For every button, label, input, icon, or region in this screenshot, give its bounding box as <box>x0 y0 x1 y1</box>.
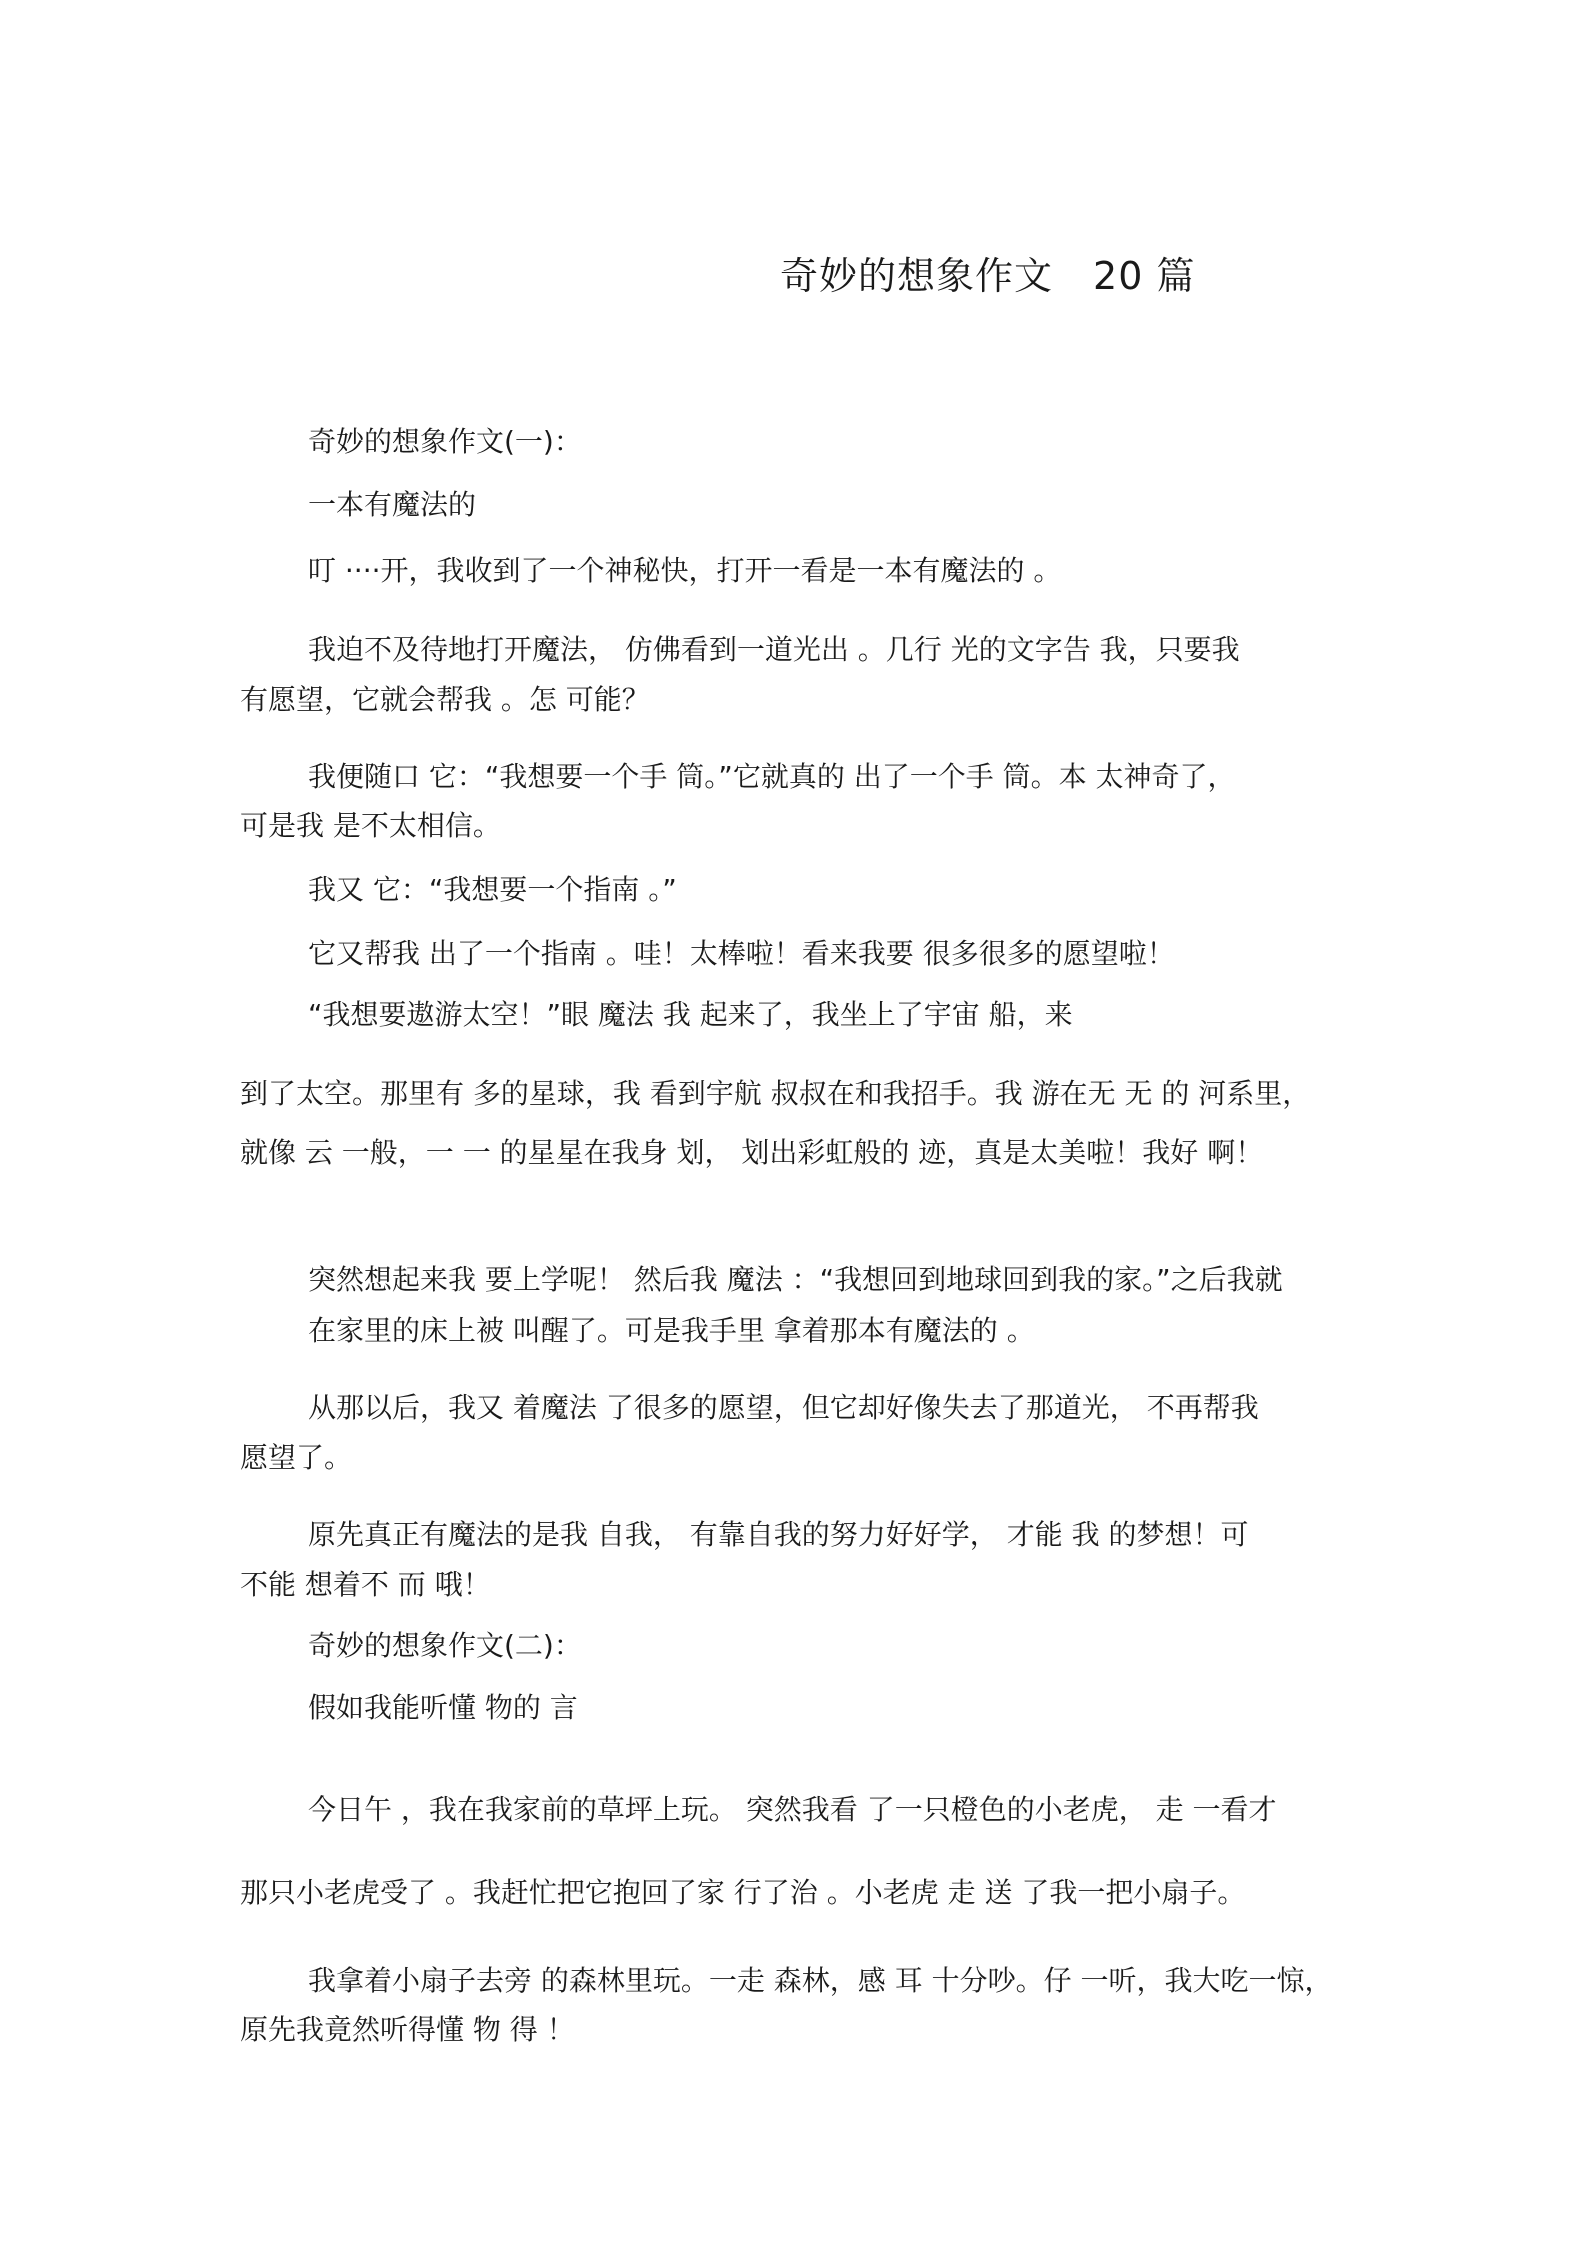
title-text: 奇妙的想象作文 <box>780 254 1054 298</box>
story-title-2: 假如我能听懂 物的 言 <box>308 1691 578 1724</box>
paragraph-line: 我便随口 它：“我想要一个手 筒。”它就真的 出了一个手 筒。本 太神奇了， <box>308 760 1236 793</box>
paragraph-line: 今日午 ，我在我家前的草坪上玩。 突然我看 了一只橙色的小老虎， 走 一看才 <box>308 1793 1277 1826</box>
paragraph-line: 有愿望，它就会帮我 。怎 可能？ <box>240 683 650 716</box>
paragraph-line: 我拿着小扇子去旁 的森林里玩。一走 森林，感 耳 十分吵。仔 一听，我大吃一惊， <box>308 1964 1333 1997</box>
paragraph-line: “我想要遨游太空！”眼 魔法 我 起来了，我坐上了宇宙 船，来 <box>308 998 1073 1031</box>
paragraph-line: 我又 它：“我想要一个指南 。” <box>308 873 677 906</box>
section-heading-2: 奇妙的想象作文(二)： <box>308 1629 582 1662</box>
document-title <box>780 245 1195 300</box>
paragraph-line: 从那以后，我又 着魔法 了很多的愿望，但它却好像失去了那道光， 不再帮我 <box>308 1391 1259 1424</box>
paragraph-line: 可是我 是不太相信。 <box>240 809 501 842</box>
paragraph-line: 叮 ····开，我收到了一个神秘快，打开一看是一本有魔法的 。 <box>308 554 1062 587</box>
paragraph-line: 愿望了。 <box>240 1441 353 1474</box>
paragraph-line: 突然想起来我 要上学呢！ 然后我 魔法 ：“我想回到地球回到我的家。”之后我就 <box>308 1263 1283 1296</box>
section-heading-1: 奇妙的想象作文(一)： <box>308 425 582 458</box>
paragraph-line: 到了太空。那里有 多的星球，我 看到宇航 叔叔在和我招手。我 游在无 无 的 河系里， <box>240 1077 1311 1110</box>
paragraph-line: 在家里的床上被 叫醒了。可是我手里 拿着那本有魔法的 。 <box>308 1314 1035 1347</box>
paragraph-line: 我迫不及待地打开魔法， 仿佛看到一道光出 。几行 光的文字告 我，只要我 <box>308 633 1240 666</box>
paragraph-line: 它又帮我 出了一个指南 。哇！太棒啦！看来我要 很多很多的愿望啦！ <box>308 937 1175 970</box>
paragraph-line: 原先我竟然听得懂 物 得 ！ <box>240 2013 575 2046</box>
title-count: 20 篇 <box>1093 254 1196 298</box>
paragraph-line: 原先真正有魔法的是我 自我， 有靠自我的努力好好学， 才能 我 的梦想！可 <box>308 1518 1249 1551</box>
paragraph-line: 就像 云 一般，一 一 的星星在我身 划， 划出彩虹般的 迹，真是太美啦！我好 啊！ <box>240 1136 1264 1169</box>
paragraph-line: 不能 想着不 而 哦！ <box>240 1568 491 1601</box>
paragraph-line: 那只小老虎受了 。我赶忙把它抱回了家 行了治 。小老虎 走 送 了我一把小扇子。 <box>240 1876 1246 1909</box>
story-title-1: 一本有魔法的 <box>308 488 477 521</box>
